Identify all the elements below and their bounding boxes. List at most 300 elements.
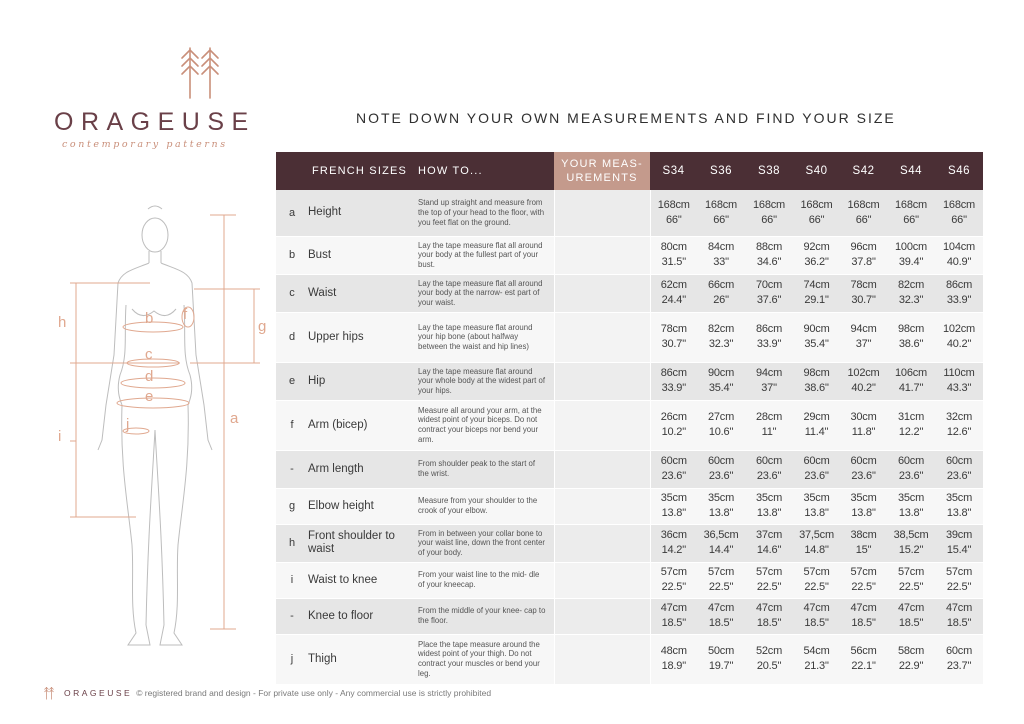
size-value-cell: [650, 634, 697, 684]
value-cm: 35cm: [897, 492, 925, 504]
size-value-cell: [745, 236, 793, 274]
table-row: [276, 524, 983, 562]
value-inch: 22.5": [946, 581, 972, 593]
value-cm: 60cm: [755, 455, 783, 467]
footer-brand: ORAGEUSE: [64, 688, 133, 698]
value-inch: 38.6": [898, 338, 924, 350]
value-inch: 12.2": [898, 426, 924, 438]
measure-instructions: From your waist line to the mid- dle of your kneecap.: [414, 562, 554, 598]
value-cm: 50cm: [707, 645, 735, 657]
value-cm: 47cm: [897, 602, 925, 614]
size-value-cell: [745, 450, 793, 488]
size-value-cell: [935, 488, 983, 524]
size-value-cell: [887, 634, 935, 684]
value-inch: 43.3": [946, 382, 972, 394]
value-cm: 92cm: [803, 241, 830, 253]
header-size: S40: [793, 152, 840, 190]
value-cm: 60cm: [707, 455, 735, 467]
value-cm: 36,5cm: [703, 529, 739, 541]
value-inch: 37": [855, 338, 872, 350]
size-value-cell: [697, 362, 745, 400]
value-cm: 35cm: [707, 492, 735, 504]
value-cm: 86cm: [755, 323, 783, 335]
value-cm: 35cm: [850, 492, 877, 504]
footer: [42, 686, 491, 700]
value-cm: 47cm: [660, 602, 687, 614]
value-inch: 39.4": [898, 256, 924, 268]
value-inch: 13.8": [946, 507, 972, 519]
size-value-cell: [935, 400, 983, 450]
value-inch: 31.5": [661, 256, 686, 268]
size-value-cell: [745, 634, 793, 684]
value-inch: 37.6": [756, 294, 782, 306]
measure-letter: j: [276, 634, 308, 684]
value-inch: 18.5": [756, 617, 782, 629]
value-cm: 57cm: [660, 566, 687, 578]
header-size: S36: [697, 152, 745, 190]
value-inch: 23.6": [946, 470, 972, 482]
value-inch: 14.6": [756, 544, 782, 556]
value-cm: 80cm: [660, 241, 687, 253]
size-value-cell: [793, 400, 840, 450]
value-inch: 15.4": [946, 544, 972, 556]
your-measurement-cell[interactable]: [554, 400, 650, 450]
value-inch: 15": [855, 544, 872, 556]
value-cm: 57cm: [803, 566, 830, 578]
size-value-cell: [887, 450, 935, 488]
size-value-cell: [697, 236, 745, 274]
size-value-cell: [697, 562, 745, 598]
value-inch: 15.2": [898, 544, 924, 556]
tree-logo-icon: [175, 44, 225, 100]
header-size: S38: [745, 152, 793, 190]
size-value-cell: [650, 488, 697, 524]
size-value-cell: [935, 634, 983, 684]
value-cm: 168cm: [847, 198, 880, 211]
value-inch: 66": [713, 213, 729, 226]
measure-instructions: Lay the tape measure flat all around your body at the narrow- est part of your waist.: [414, 274, 554, 312]
size-value-cell: [793, 190, 840, 236]
value-inch: 23.7": [946, 660, 972, 672]
value-cm: 54cm: [803, 645, 830, 657]
value-inch: 14.2": [661, 544, 686, 556]
value-inch: 13.8": [708, 507, 734, 519]
value-inch: 22.5": [804, 581, 829, 593]
measure-name: Arm (bicep): [308, 400, 414, 450]
value-inch: 12.6": [946, 426, 972, 438]
value-inch: 20.5": [756, 660, 782, 672]
size-value-cell: [887, 274, 935, 312]
value-inch: 35.4": [804, 338, 829, 350]
measure-instructions: Measure from your shoulder to the crook of your elbow.: [414, 488, 554, 524]
value-cm: 37,5cm: [799, 529, 834, 541]
size-value-cell: [840, 634, 887, 684]
value-inch: 24.4": [661, 294, 686, 306]
value-inch: 11.8": [851, 426, 876, 438]
value-cm: 100cm: [895, 241, 928, 253]
size-value-cell: [745, 190, 793, 236]
value-cm: 110cm: [943, 367, 975, 379]
measure-instructions: Lay the tape measure flat around your hip bone (about halfway between the waist and hip lines): [414, 312, 554, 362]
value-inch: 23.6": [851, 470, 876, 482]
size-value-cell: [793, 488, 840, 524]
size-value-cell: [745, 524, 793, 562]
size-value-cell: [840, 274, 887, 312]
size-value-cell: [697, 312, 745, 362]
table-row: [276, 488, 983, 524]
size-value-cell: [697, 488, 745, 524]
table-row: [276, 236, 983, 274]
value-inch: 34.6": [756, 256, 782, 268]
value-cm: 98cm: [803, 367, 830, 379]
measure-letter: -: [276, 598, 308, 634]
measure-name: Hip: [308, 362, 414, 400]
value-cm: 86cm: [945, 279, 973, 291]
your-measurement-cell[interactable]: [554, 450, 650, 488]
value-cm: 104cm: [943, 241, 976, 253]
value-inch: 29.1": [804, 294, 829, 306]
value-cm: 168cm: [705, 198, 738, 211]
table-header-row: [276, 152, 983, 190]
value-cm: 94cm: [755, 367, 783, 379]
measure-letter: b: [276, 236, 308, 274]
value-inch: 66": [903, 213, 919, 226]
size-value-cell: [887, 362, 935, 400]
value-inch: 13.8": [898, 507, 924, 519]
size-value-cell: [935, 190, 983, 236]
size-value-cell: [887, 236, 935, 274]
value-cm: 57cm: [707, 566, 735, 578]
header-size: S42: [840, 152, 887, 190]
measure-instructions: From in between your collar bone to your waist line, down the front center of your body.: [414, 524, 554, 562]
size-value-cell: [887, 562, 935, 598]
size-value-cell: [697, 400, 745, 450]
table-row: [276, 562, 983, 598]
measure-letter: -: [276, 450, 308, 488]
value-cm: 62cm: [660, 279, 687, 291]
value-cm: 29cm: [803, 411, 830, 423]
your-measurement-cell[interactable]: [554, 562, 650, 598]
table-row: [276, 274, 983, 312]
size-value-cell: [745, 312, 793, 362]
size-value-cell: [793, 450, 840, 488]
value-inch: 22.9": [898, 660, 924, 672]
value-cm: 57cm: [897, 566, 925, 578]
size-value-cell: [935, 562, 983, 598]
value-cm: 168cm: [943, 198, 976, 211]
value-cm: 82cm: [707, 323, 735, 335]
size-value-cell: [840, 562, 887, 598]
size-value-cell: [935, 598, 983, 634]
value-cm: 60cm: [945, 645, 973, 657]
size-value-cell: [697, 450, 745, 488]
value-cm: 32cm: [945, 411, 973, 423]
value-cm: 52cm: [755, 645, 783, 657]
value-inch: 38.6": [804, 382, 829, 394]
measure-instructions: Lay the tape measure flat around your whole body at the widest part of your hips.: [414, 362, 554, 400]
table-row: [276, 450, 983, 488]
value-cm: 31cm: [897, 411, 925, 423]
header-french-sizes: FRENCH SIZES: [276, 152, 414, 190]
size-value-cell: [887, 190, 935, 236]
size-value-cell: [793, 634, 840, 684]
header-size: S44: [887, 152, 935, 190]
value-inch: 21.3": [804, 660, 829, 672]
header-size: S34: [650, 152, 697, 190]
your-measurement-cell[interactable]: [554, 236, 650, 274]
value-cm: 47cm: [803, 602, 830, 614]
value-inch: 11.4": [804, 426, 829, 438]
label-d: d: [145, 368, 154, 385]
your-measurement-cell[interactable]: [554, 312, 650, 362]
value-cm: 168cm: [657, 198, 690, 211]
value-cm: 47cm: [850, 602, 877, 614]
value-cm: 88cm: [755, 241, 783, 253]
table-row: [276, 634, 983, 684]
value-cm: 39cm: [945, 529, 973, 541]
size-value-cell: [935, 236, 983, 274]
value-cm: 82cm: [897, 279, 925, 291]
value-inch: 36.2": [804, 256, 829, 268]
your-measurement-cell[interactable]: [554, 362, 650, 400]
value-inch: 33.9": [946, 294, 972, 306]
value-inch: 10.2": [661, 426, 686, 438]
size-value-cell: [745, 400, 793, 450]
value-cm: 30cm: [850, 411, 877, 423]
your-measurement-cell[interactable]: [554, 524, 650, 562]
measure-letter: h: [276, 524, 308, 562]
value-cm: 98cm: [897, 323, 925, 335]
value-cm: 38cm: [850, 529, 877, 541]
value-cm: 78cm: [660, 323, 687, 335]
value-inch: 35.4": [708, 382, 734, 394]
measure-instructions: Lay the tape measure flat all around your body at the fullest part of your bust.: [414, 236, 554, 274]
value-cm: 28cm: [755, 411, 783, 423]
size-value-cell: [935, 312, 983, 362]
value-inch: 33": [713, 256, 729, 268]
label-j: j: [126, 416, 130, 433]
value-inch: 22.5": [661, 581, 686, 593]
measure-name: Elbow height: [308, 488, 414, 524]
value-inch: 37": [761, 382, 777, 394]
value-cm: 66cm: [707, 279, 735, 291]
value-inch: 18.5": [804, 617, 829, 629]
label-i: i: [58, 428, 62, 445]
size-value-cell: [840, 236, 887, 274]
value-cm: 90cm: [707, 367, 735, 379]
size-value-cell: [650, 362, 697, 400]
size-value-cell: [697, 634, 745, 684]
size-value-cell: [697, 274, 745, 312]
value-inch: 18.5": [851, 617, 876, 629]
value-cm: 27cm: [707, 411, 735, 423]
value-inch: 22.1": [851, 660, 876, 672]
value-cm: 102cm: [943, 323, 976, 335]
measure-letter: c: [276, 274, 308, 312]
value-inch: 40.2": [946, 338, 972, 350]
value-inch: 13.8": [851, 507, 876, 519]
value-inch: 22.5": [708, 581, 734, 593]
measure-name: Front shoulder to waist: [308, 524, 414, 562]
value-inch: 10.6": [708, 426, 734, 438]
measure-instructions: From the middle of your knee- cap to the floor.: [414, 598, 554, 634]
value-inch: 22.5": [851, 581, 876, 593]
size-value-cell: [793, 312, 840, 362]
label-a: a: [230, 410, 239, 427]
value-cm: 35cm: [945, 492, 973, 504]
value-cm: 60cm: [660, 455, 687, 467]
value-cm: 86cm: [660, 367, 687, 379]
value-inch: 23.6": [898, 470, 924, 482]
size-value-cell: [793, 236, 840, 274]
value-cm: 168cm: [753, 198, 786, 211]
label-h: h: [58, 314, 67, 331]
value-cm: 60cm: [803, 455, 830, 467]
value-inch: 66": [761, 213, 777, 226]
value-inch: 23.6": [804, 470, 829, 482]
value-cm: 84cm: [707, 241, 735, 253]
value-inch: 14.8": [804, 544, 829, 556]
label-c: c: [145, 346, 153, 363]
value-cm: 56cm: [850, 645, 877, 657]
footer-text: © registered brand and design - For private use only - Any commercial use is strictly prohibited: [136, 688, 492, 698]
size-value-cell: [840, 450, 887, 488]
value-cm: 58cm: [897, 645, 925, 657]
label-e: e: [145, 388, 154, 405]
table-row: [276, 598, 983, 634]
table-row: [276, 362, 983, 400]
value-cm: 48cm: [660, 645, 687, 657]
value-inch: 66": [665, 213, 682, 226]
value-cm: 57cm: [945, 566, 973, 578]
size-value-cell: [935, 274, 983, 312]
table-row: [276, 400, 983, 450]
size-value-cell: [840, 362, 887, 400]
size-value-cell: [840, 312, 887, 362]
size-value-cell: [887, 400, 935, 450]
size-value-cell: [650, 524, 697, 562]
value-cm: 60cm: [945, 455, 973, 467]
value-inch: 14.4": [708, 544, 734, 556]
value-inch: 18.5": [898, 617, 924, 629]
value-inch: 33.9": [661, 382, 686, 394]
value-inch: 66": [855, 213, 872, 226]
value-cm: 26cm: [660, 411, 687, 423]
size-value-cell: [745, 362, 793, 400]
value-inch: 18.5": [661, 617, 686, 629]
value-inch: 30.7": [851, 294, 876, 306]
measure-instructions: Stand up straight and measure from the top of your head to the floor, with you feet flat on the ground.: [414, 190, 554, 236]
value-cm: 38,5cm: [893, 529, 929, 541]
value-cm: 57cm: [850, 566, 877, 578]
value-inch: 32.3": [708, 338, 734, 350]
value-inch: 13.8": [661, 507, 686, 519]
value-cm: 60cm: [850, 455, 877, 467]
value-inch: 13.8": [804, 507, 829, 519]
measure-instructions: Place the tape measure around the widest point of your thigh. Do not contract your muscles or bend your leg.: [414, 634, 554, 684]
value-inch: 22.5": [898, 581, 924, 593]
value-inch: 26": [713, 294, 729, 306]
value-inch: 33.9": [756, 338, 782, 350]
value-inch: 32.3": [898, 294, 924, 306]
header-your-measurements: YOUR MEAS- UREMENTS: [554, 152, 650, 190]
value-cm: 35cm: [660, 492, 687, 504]
value-cm: 90cm: [803, 323, 830, 335]
value-cm: 168cm: [800, 198, 833, 211]
size-value-cell: [840, 524, 887, 562]
size-value-cell: [840, 190, 887, 236]
your-measurement-cell[interactable]: [554, 190, 650, 236]
value-cm: 47cm: [707, 602, 735, 614]
value-inch: 22.5": [756, 581, 782, 593]
value-inch: 23.6": [756, 470, 782, 482]
size-value-cell: [697, 598, 745, 634]
tree-logo-icon: [42, 686, 56, 700]
size-value-cell: [650, 274, 697, 312]
table-row: [276, 312, 983, 362]
value-cm: 35cm: [803, 492, 830, 504]
size-value-cell: [650, 598, 697, 634]
value-inch: 40.9": [946, 256, 972, 268]
value-inch: 18.5": [708, 617, 734, 629]
value-inch: 37.8": [851, 256, 876, 268]
size-value-cell: [793, 562, 840, 598]
size-value-cell: [745, 562, 793, 598]
size-value-cell: [745, 598, 793, 634]
measure-instructions: Measure all around your arm, at the widest point of your biceps. Do not contract your biceps nor bend your arm.: [414, 400, 554, 450]
size-value-cell: [840, 400, 887, 450]
measure-letter: g: [276, 488, 308, 524]
size-value-cell: [650, 450, 697, 488]
your-measurement-cell[interactable]: [554, 274, 650, 312]
measure-name: Height: [308, 190, 414, 236]
size-value-cell: [745, 488, 793, 524]
size-chart-table: [276, 152, 983, 685]
size-value-cell: [650, 400, 697, 450]
your-measurement-cell[interactable]: [554, 488, 650, 524]
size-value-cell: [887, 488, 935, 524]
value-cm: 36cm: [660, 529, 687, 541]
value-cm: 96cm: [850, 241, 877, 253]
size-value-cell: [887, 598, 935, 634]
measure-letter: i: [276, 562, 308, 598]
size-value-cell: [793, 524, 840, 562]
size-value-cell: [887, 312, 935, 362]
page-title: NOTE DOWN YOUR OWN MEASUREMENTS AND FIND YOUR SIZE: [356, 110, 896, 126]
size-value-cell: [840, 488, 887, 524]
measure-name: Arm length: [308, 450, 414, 488]
measure-name: Bust: [308, 236, 414, 274]
value-inch: 40.2": [851, 382, 876, 394]
your-measurement-cell[interactable]: [554, 598, 650, 634]
size-value-cell: [650, 312, 697, 362]
your-measurement-cell[interactable]: [554, 634, 650, 684]
value-cm: 70cm: [755, 279, 783, 291]
size-value-cell: [935, 524, 983, 562]
value-cm: 60cm: [897, 455, 925, 467]
value-cm: 74cm: [803, 279, 830, 291]
value-cm: 168cm: [895, 198, 928, 211]
header-size: S46: [935, 152, 983, 190]
table-row: [276, 190, 983, 236]
brand-logo: [40, 36, 280, 156]
measure-name: Waist: [308, 274, 414, 312]
brand-name: ORAGEUSE: [54, 108, 256, 136]
brand-tagline: contemporary patterns: [62, 139, 228, 150]
value-inch: 66": [808, 213, 825, 226]
value-cm: 47cm: [945, 602, 973, 614]
value-inch: 11": [761, 426, 777, 438]
